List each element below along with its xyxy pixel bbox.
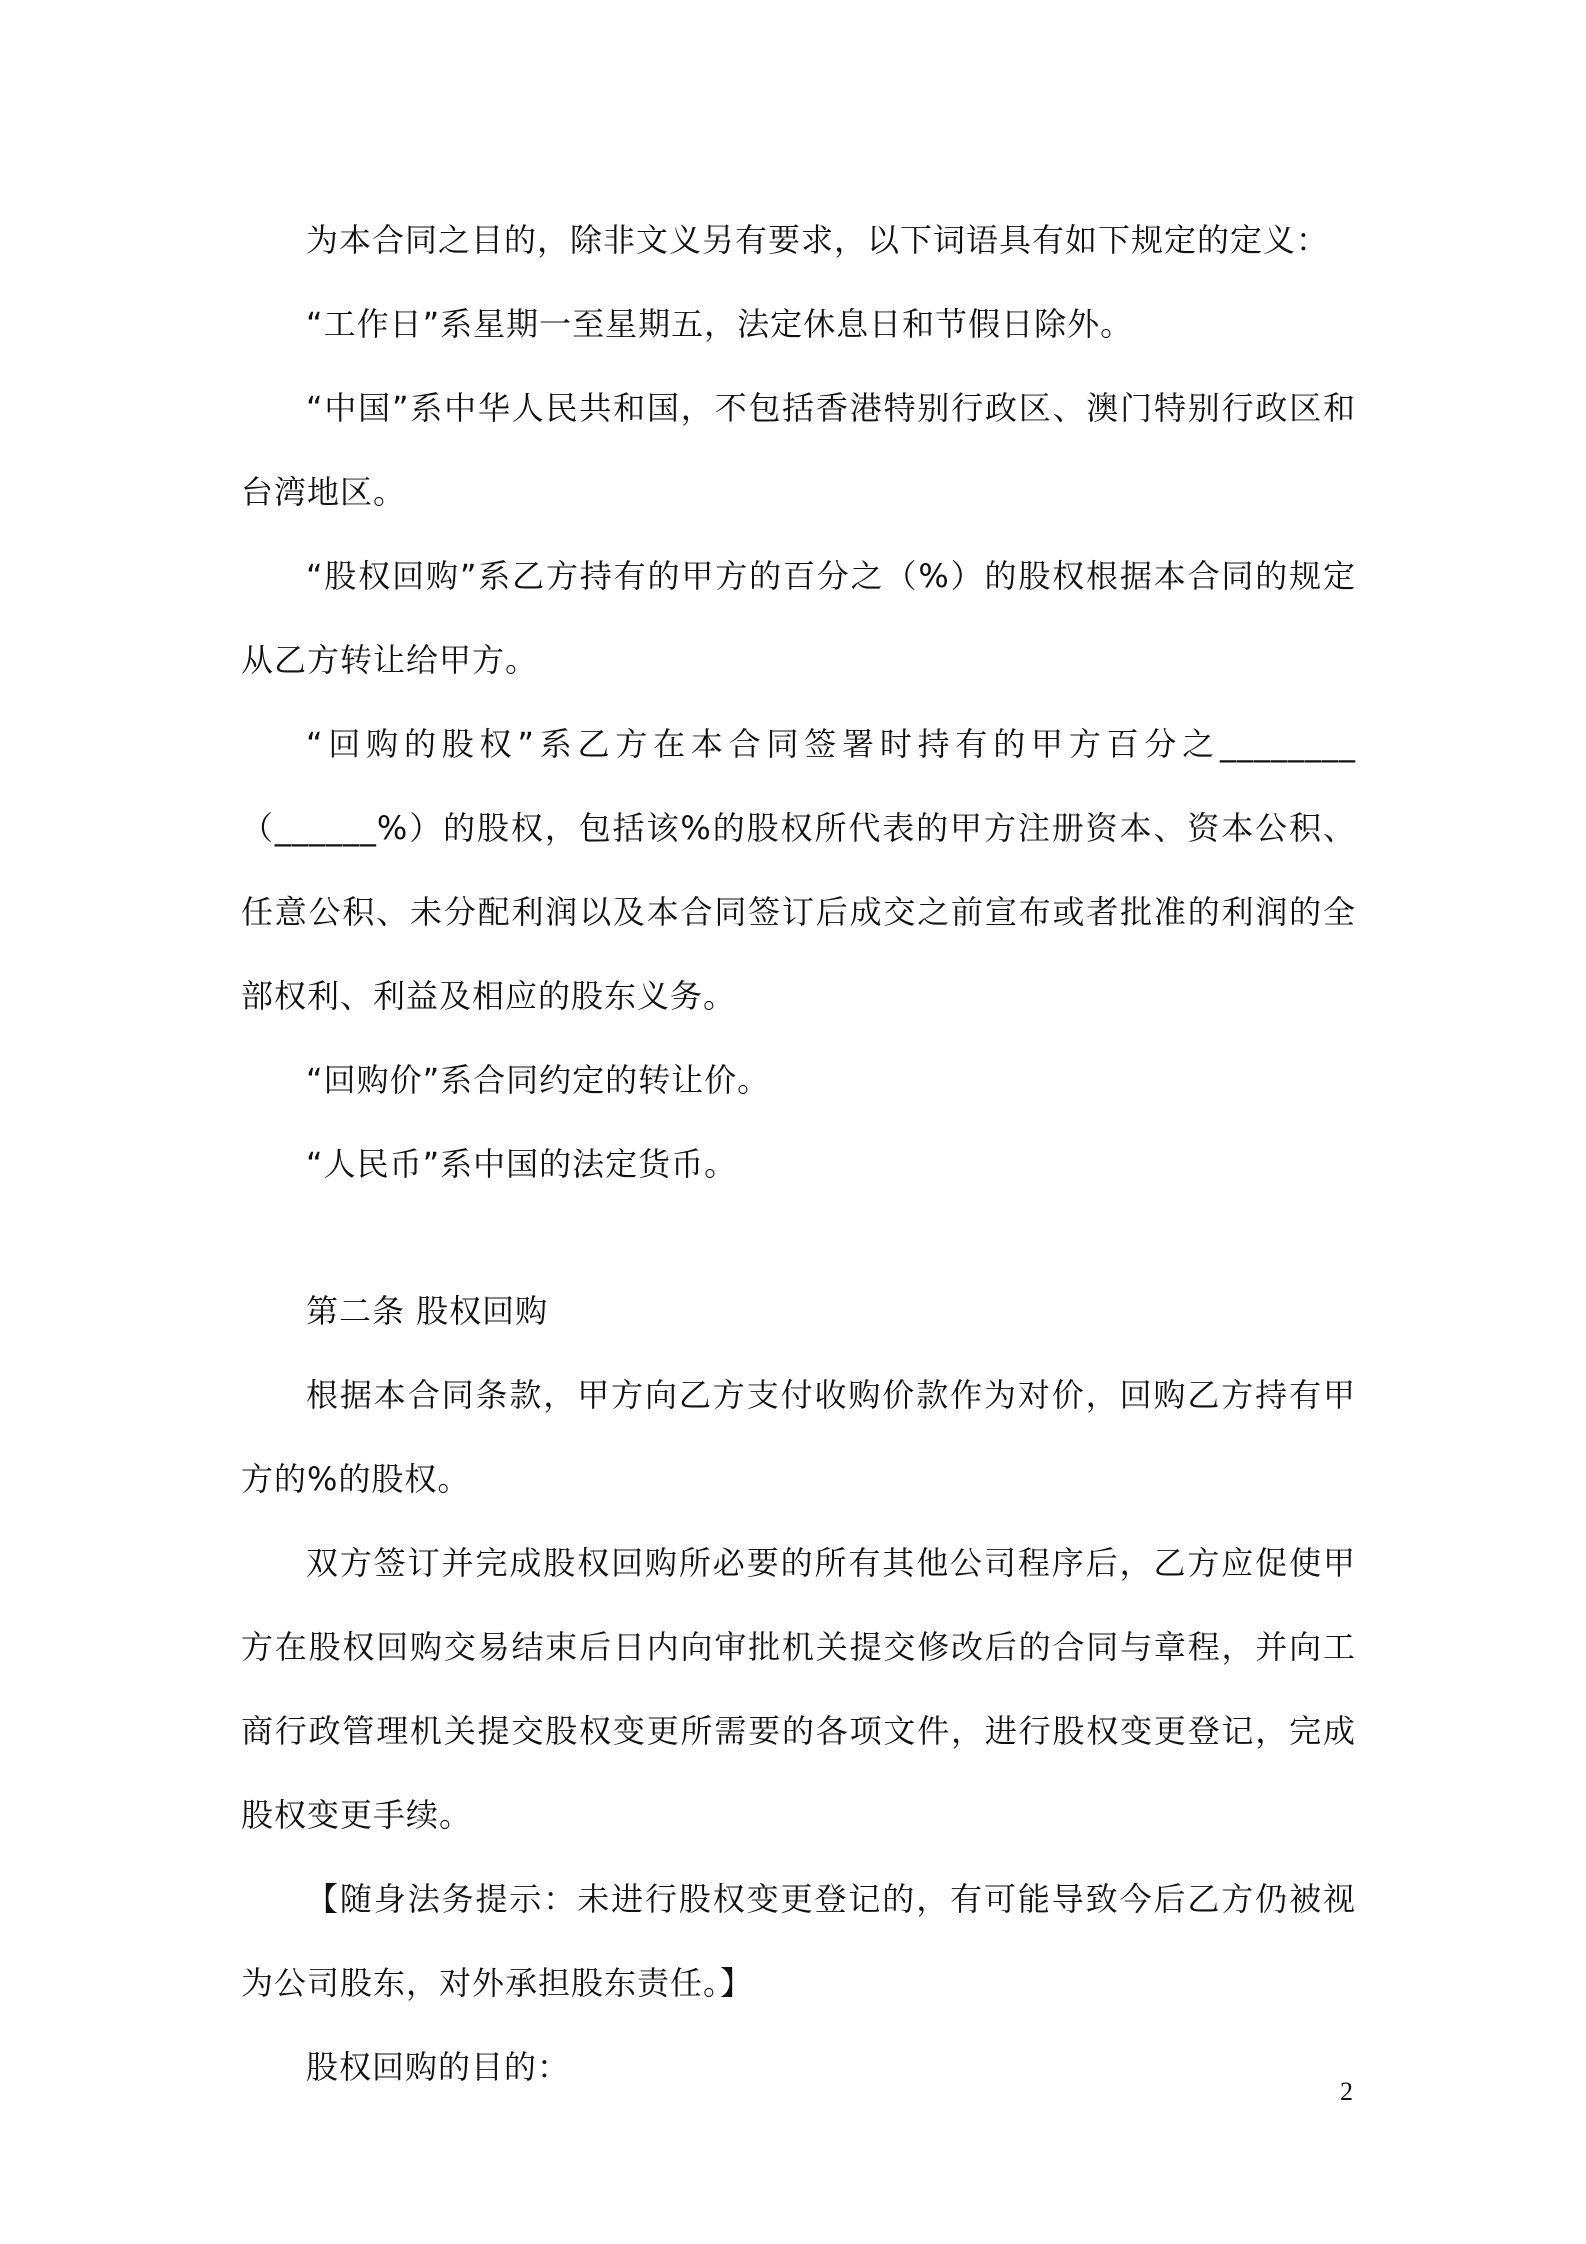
- article-2-clause-1: 根据本合同条款，甲方向乙方支付收购价款作为对价，回购乙方持有甲方的%的股权。: [241, 1376, 1356, 1498]
- definitions-intro: 为本合同之目的，除非文义另有要求，以下词语具有如下规定的定义：: [306, 221, 1330, 259]
- definition-repurchased-equity: “回购的股权”系乙方在本合同签署时持有的甲方百分之________（______%）的股权，包括该%的股权所代表的甲方注册资本、资本公积、任意公积、未分配利润以及本合同签订后成交之前宣布或者批准的利润的全部权利、利益及相应的股东义务。: [241, 725, 1356, 1015]
- definition-china: “中国”系中华人民共和国，不包括香港特别行政区、澳门特别行政区和台湾地区。: [241, 389, 1356, 511]
- definition-workday: “工作日”系星期一至星期五，法定休息日和节假日除外。: [306, 305, 1134, 343]
- article-2-clause-2: 双方签订并完成股权回购所必要的所有其他公司程序后，乙方应促使甲方在股权回购交易结束后日内向审批机关提交修改后的合同与章程，并向工商行政管理机关提交股权变更所需要的各项文件，进行股权变更登记，完成股权变更手续。: [241, 1544, 1356, 1834]
- definition-rmb: “人民币”系中国的法定货币。: [306, 1145, 738, 1183]
- definition-buyback-price: “回购价”系合同约定的转让价。: [306, 1061, 771, 1099]
- section-heading-article-2: 第二条 股权回购: [306, 1292, 549, 1330]
- legal-tip-note: 【随身法务提示：未进行股权变更登记的，有可能导致今后乙方仍被视为公司股东，对外承担股东责任。】: [241, 1880, 1356, 2002]
- document-body: [241, 198, 1356, 2109]
- buyback-purpose-heading: 股权回购的目的：: [306, 2048, 571, 2086]
- definition-equity-buyback: “股权回购”系乙方持有的甲方的百分之（%）的股权根据本合同的规定从乙方转让给甲方。: [241, 557, 1356, 679]
- page-number: 2: [1340, 2077, 1353, 2106]
